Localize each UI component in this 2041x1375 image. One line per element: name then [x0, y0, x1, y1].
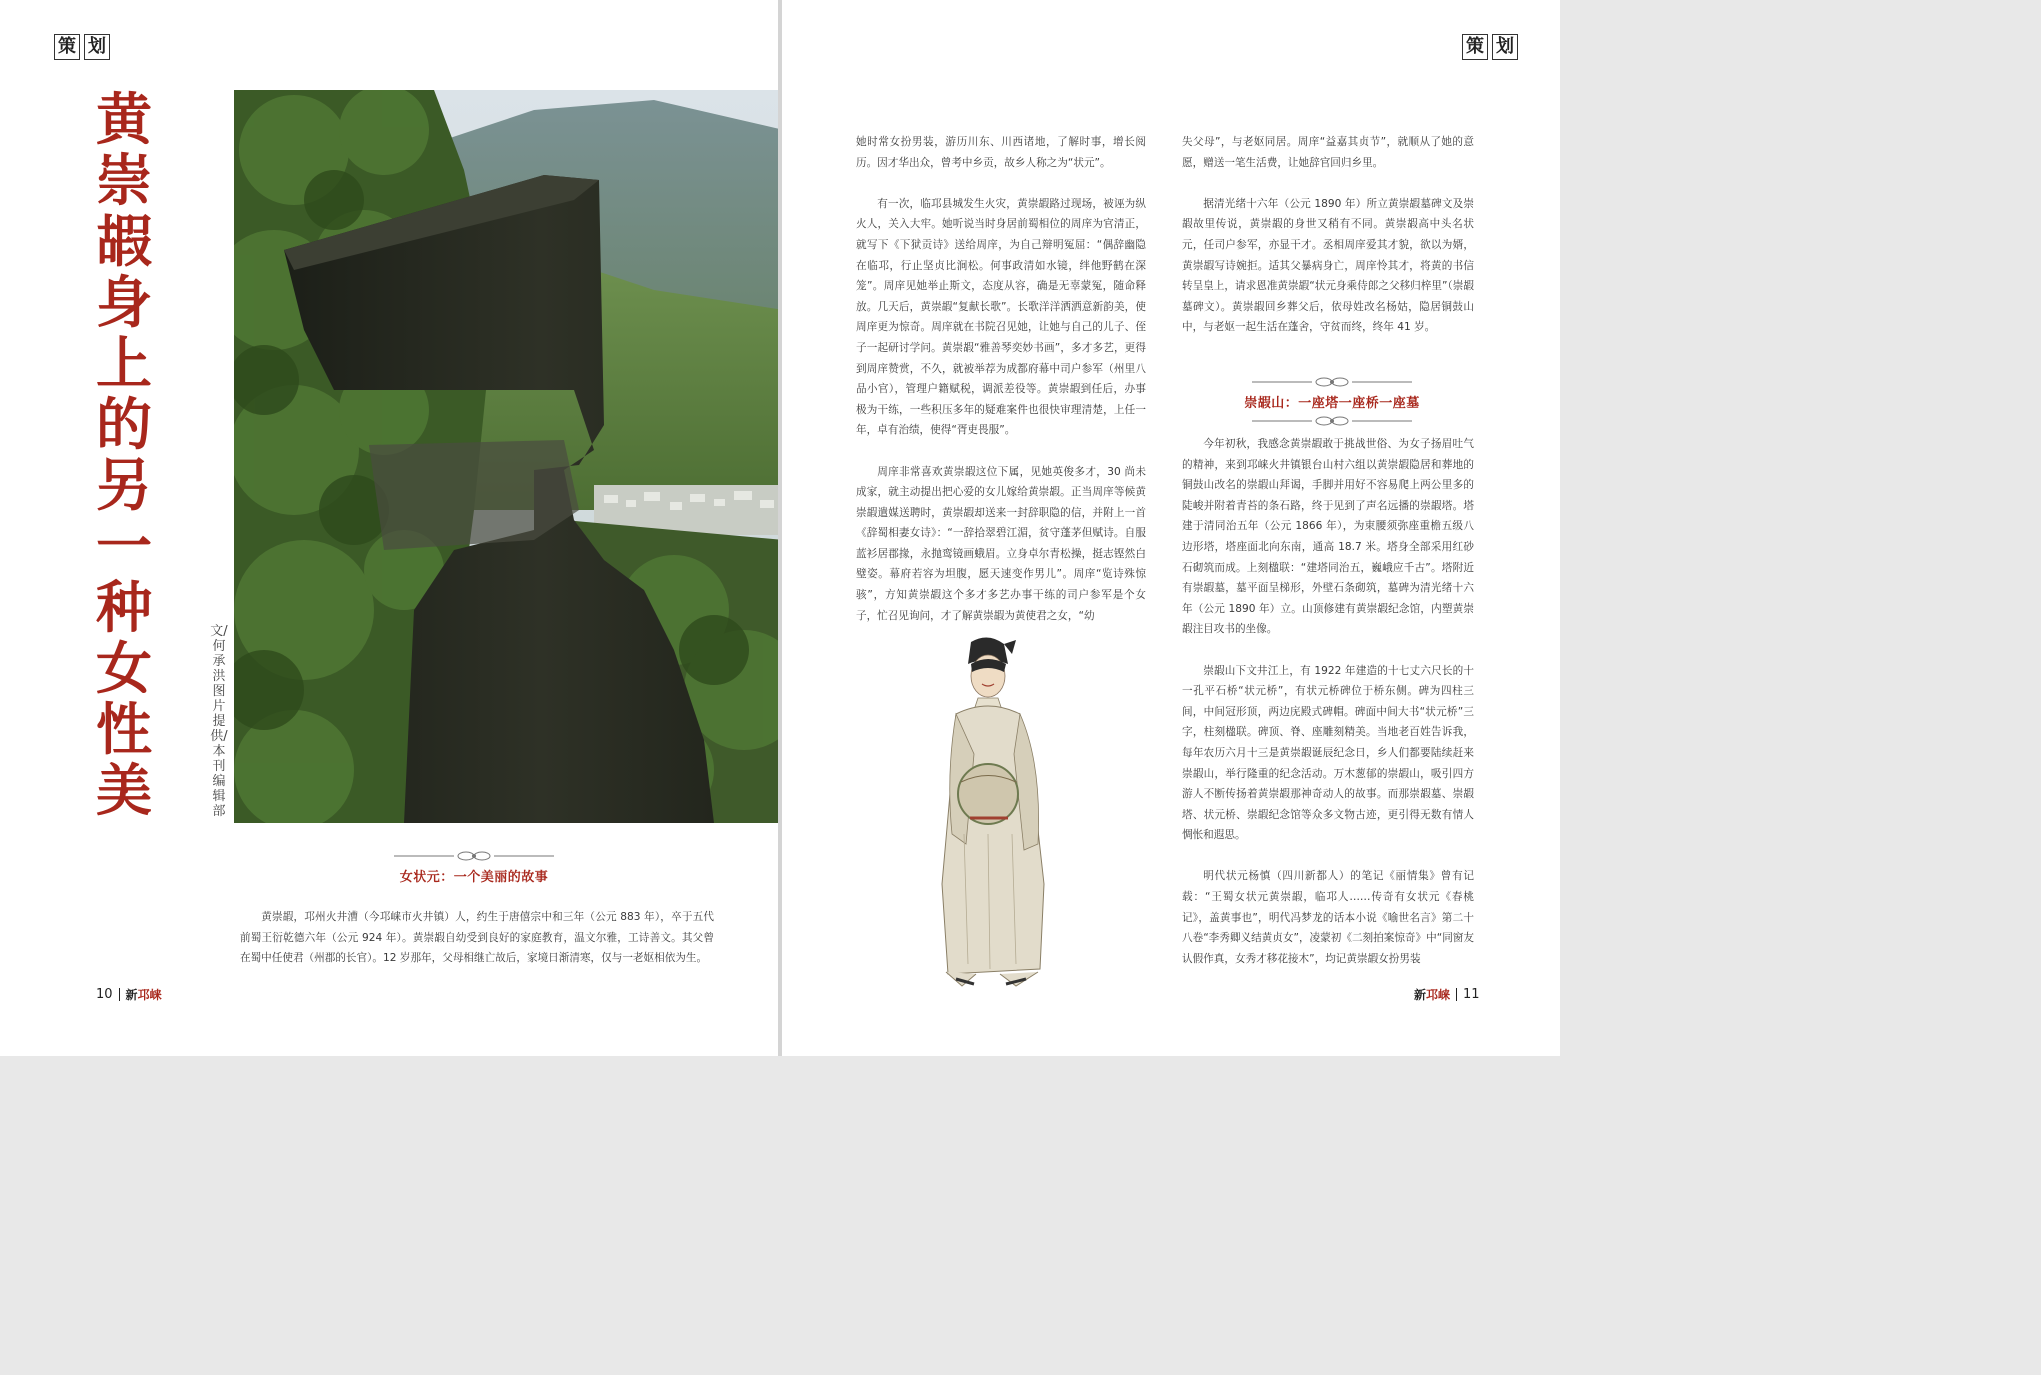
- subhead-mountain-text: 崇嘏山：一座塔一座桥一座墓: [1244, 396, 1420, 411]
- folio-separator: [1456, 988, 1457, 1001]
- magazine-name: 新邛崃: [1414, 988, 1451, 1002]
- statue-photo-image: [234, 90, 784, 823]
- paragraph: 有一次，临邛县城发生火灾，黄崇嘏路过现场，被诬为纵火人，关入大牢。她听说当时身居前蜀相位的周庠为官清正，就写下《下狱贡诗》送给周庠，为自己辩明冤屈：“偶辞幽隐在临邛，行止坚贞比涧松。何事政清如水镜，绊他野鹤在深笼”。周庠见她举止斯文，态度从容，确是无辜蒙冤，随命释放。几天后，黄崇嘏“复献长歌”。长歌洋洋洒洒意新韵美，使周庠更为惊奇。周庠就在书院召见她，让她与自己的儿子、侄子一起研讨学问。黄崇嘏“雅善琴奕妙书画”，多才多艺，更得到周庠赞赏，不久，就被举荐为成都府幕中司户参军（州里八品小官），管理户籍赋税，调派差役等。黄崇嘏到任后，办事极为干练，一些积压多年的疑难案件也很快审理清楚，上任一年，卓有治绩，使得“胥吏畏服”。: [856, 197, 1146, 437]
- subhead-story-text: 女状元：一个美丽的故事: [399, 870, 549, 885]
- subhead-story: [374, 850, 574, 885]
- paragraph: 明代状元杨慎（四川新都人）的笔记《丽情集》曾有记载：“王蜀女状元黄崇嘏，临邛人……传奇有女状元《春桃记》，盖黄事也”，明代冯梦龙的话本小说《喻世名言》第二十八卷“李秀卿义结黄贞女”，凌蒙初《二刻拍案惊奇》中“同窗友认假作真，女秀才移花接木”，均记黄崇嘏女扮男装: [1182, 870, 1474, 965]
- paragraph: 她时常女扮男装，游历川东、川西诸地，了解时事，增长阅历。因才华出众，曾考中乡贡，故乡人称之为“状元”。: [856, 136, 1146, 169]
- folio-separator: [119, 988, 120, 1001]
- article-title: 黄崇嘏身上的另一种女性美: [96, 87, 152, 824]
- section-tag-char: 划: [1492, 34, 1518, 60]
- middle-column-text: [856, 132, 1146, 626]
- section-tag-right: [1462, 34, 1518, 60]
- page-number: 10: [96, 987, 113, 1002]
- ornament-divider: [1252, 415, 1412, 427]
- paragraph: 崇嘏山下文井江上，有 1922 年建造的十七丈六尺长的十一孔平石桥“状元桥”，有状元桥碑位于桥东侧。碑为四柱三间，中间冠形顶，两边庑殿式碑帽。碑面中间大书“状元桥”三字，柱刻楹联。碑顶、脊、座雕刻精美。当地老百姓告诉我，每年农历六月十三是黄崇嘏诞辰纪念日，乡人们都要陆续赶来崇嘏山，举行隆重的纪念活动。万木葱郁的崇嘏山，吸引四方游人不断传扬着黄崇嘏那神奇动人的故事。而那崇嘏墓、崇嘏塔、状元桥、崇嘏纪念馆等众多文物古迹，更引得无数有情人惆怅和遐思。: [1182, 664, 1474, 842]
- section-tag-char: 策: [1462, 34, 1488, 60]
- folio-left: [96, 986, 162, 1003]
- ornament-divider: [1252, 376, 1412, 388]
- subhead-mountain: [1232, 376, 1432, 427]
- right-column-text-bottom: [1182, 434, 1474, 969]
- section-tag-left: [54, 34, 110, 60]
- paragraph: 周庠非常喜欢黄崇嘏这位下属，见她英俊多才，30 尚未成家，就主动提出把心爱的女儿嫁给黄崇嘏。正当周庠等候黄崇嘏遣媒送聘时，黄崇嘏却送来一封辞职隐的信，并附上一首《辞蜀相妻女诗》：“一辞拾翠碧江湄，贫守蓬茅但赋诗。自服蓝衫居郡掾，永抛鸾镜画蛾眉。立身卓尔青松操，挺志铿然白璧姿。幕府若容为坦腹，愿天速变作男儿”。周庠“览诗殊惊骇”，方知黄崇嘏这个多才多艺办事干练的司户参军是个女子，忙召见询问，才了解黄崇嘏为黄使君之女，“幼: [856, 465, 1146, 622]
- magazine-name: 新邛崃: [125, 988, 162, 1002]
- right-column-text-top: [1182, 132, 1474, 338]
- byline: 文/何承洪 图片提供/本刊编辑部: [210, 624, 228, 819]
- folio-right: [1414, 986, 1480, 1003]
- left-column-text: [240, 907, 714, 969]
- left-page: [0, 0, 778, 1056]
- paragraph: 黄崇嘏，邛州火井漕（今邛崃市火井镇）人，约生于唐僖宗中和三年（公元 883 年），卒于五代前蜀王衍乾德六年（公元 924 年）。黄崇嘏自幼受到良好的家庭教育，温文尔雅，工诗善文。其父曾在蜀中任使君（州郡的长官）。12 岁那年，父母相继亡故后，家境日渐清寒，仅与一老妪相依为生。: [240, 911, 714, 965]
- section-tag-char: 划: [84, 34, 110, 60]
- paragraph: 据清光绪十六年（公元 1890 年）所立黄崇嘏墓碑文及崇嘏故里传说，黄崇嘏的身世又稍有不同。黄崇嘏高中头名状元，任司户参军，亦显干才。丞相周庠爱其才貌，欲以为婿，黄崇嘏写诗婉拒。适其父暴病身亡，周庠怜其才，将黄的书信转呈皇上，请求恩准黄崇嘏“状元身乘侍郎之父移归梓里”（崇嘏墓碑文）。黄崇嘏回乡葬父后，依母姓改名杨姑，隐居铜鼓山中，与老妪一起生活在蓬舍，守贫而终，终年 41 岁。: [1182, 197, 1474, 334]
- page-number: 11: [1463, 987, 1480, 1002]
- right-page: [782, 0, 1560, 1056]
- paragraph: 今年初秋，我感念黄崇嘏敢于挑战世俗、为女子扬眉吐气的精神，来到邛崃火井镇银台山村六组以黄崇嘏隐居和葬地的铜鼓山改名的崇嘏山拜谒，手脚并用好不容易爬上两公里多的陡峻并附着青苔的条石路，终于见到了声名远播的崇嘏塔。塔建于清同治五年（公元 1866 年），为束腰须弥座重檐五级八边形塔，塔座面北向东南，通高 18.7 米。塔身全部采用红砂石砌筑而成。上刻楹联：“建塔同治五，巍峨应千古”。塔附近有崇嘏墓，墓平面呈梯形，外壁石条砌筑，墓碑为清光绪十六年（公元 1890 年）立。山顶修建有黄崇嘏纪念馆，内塑黄崇嘏注目攻书的坐像。: [1182, 438, 1474, 636]
- ornament-divider: [394, 850, 554, 862]
- statue-photo: [234, 90, 784, 823]
- scholar-illustration: [916, 634, 1066, 994]
- paragraph: 失父母”，与老妪同居。周庠“益嘉其贞节”，就顺从了她的意愿，赠送一笔生活费，让她辞官回归乡里。: [1182, 136, 1474, 169]
- section-tag-char: 策: [54, 34, 80, 60]
- scholar-illustration-image: [916, 634, 1066, 994]
